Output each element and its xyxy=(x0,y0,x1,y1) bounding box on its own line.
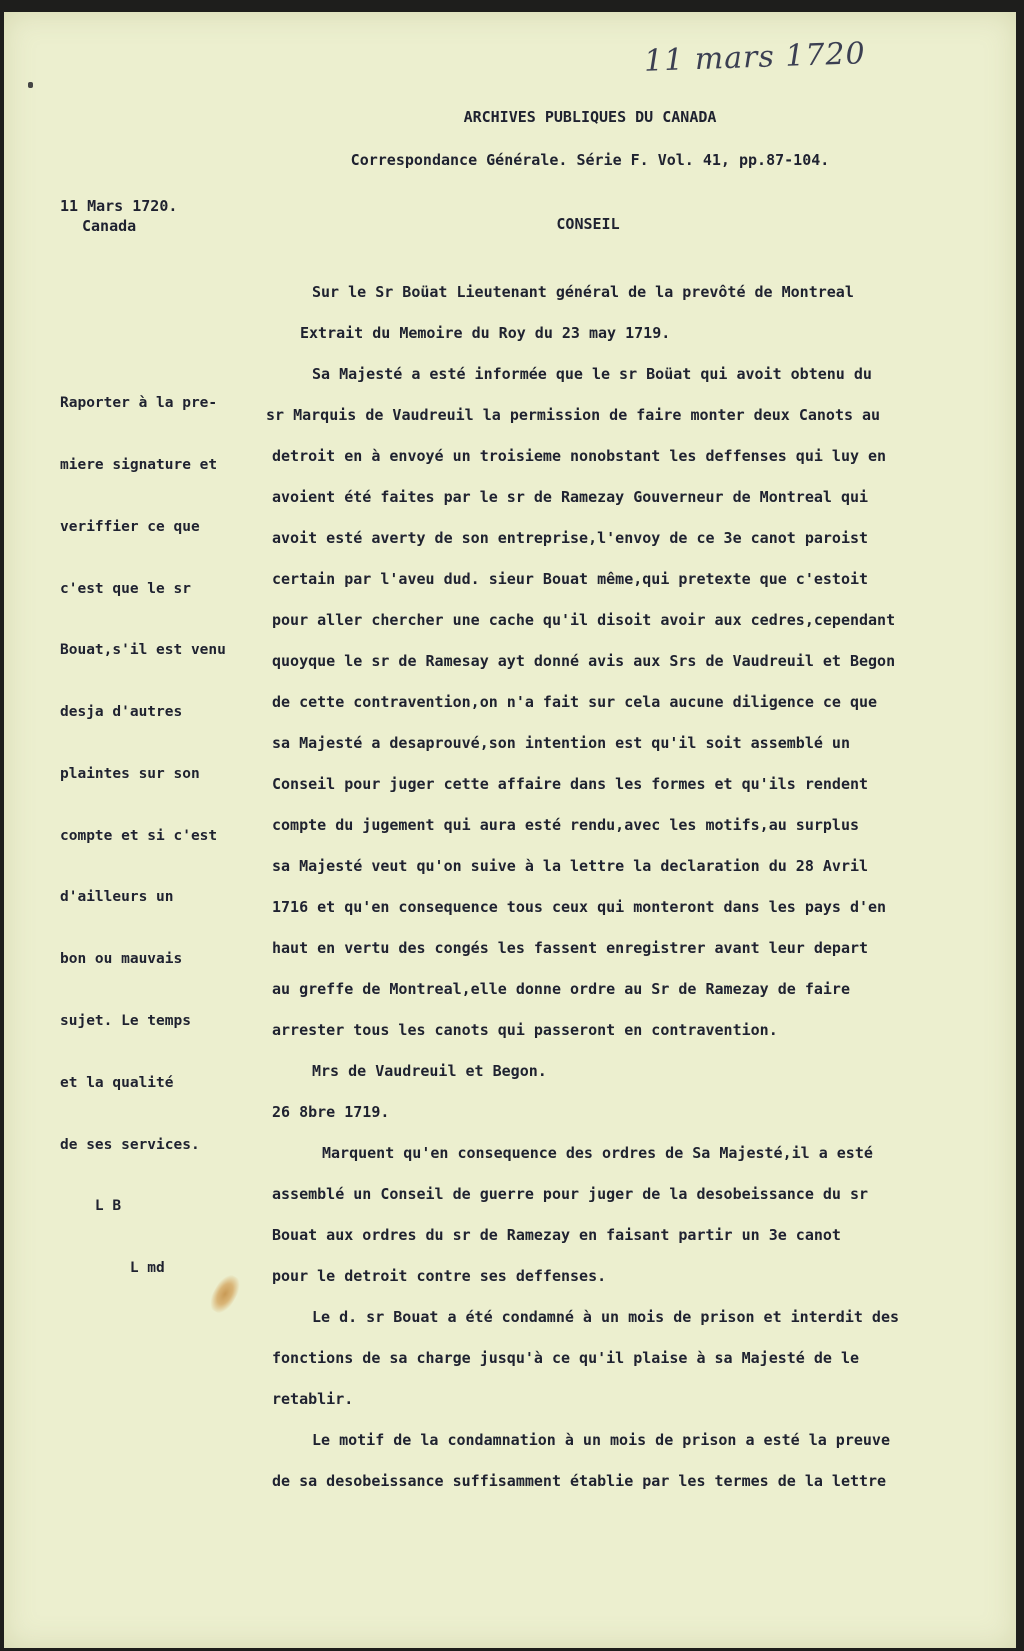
body-line: Marquent qu'en consequence des ordres de Sa Majesté,il a esté xyxy=(322,1144,873,1162)
margin-note-line: miere signature et xyxy=(60,456,218,473)
margin-note-line: bon ou mauvais xyxy=(60,951,183,968)
margin-note-initials: L md xyxy=(60,1260,165,1277)
margin-note-line: compte et si c'est xyxy=(60,827,218,844)
body-line: Mrs de Vaudreuil et Begon. xyxy=(312,1062,547,1080)
body-line: sr Marquis de Vaudreuil la permission de faire monter deux Canots au xyxy=(266,406,881,424)
body-line: Extrait du Memoire du Roy du 23 may 1719. xyxy=(300,324,671,342)
body-line: certain par l'aveu dud. sieur Bouat même,qui pretexte que c'estoit xyxy=(272,570,869,588)
left-date: 11 Mars 1720. xyxy=(60,197,178,215)
body-line: pour le detroit contre ses deffenses. xyxy=(272,1267,607,1285)
body-line: sa Majesté a desaprouvé,son intention est qu'il soit assemblé un xyxy=(272,734,850,752)
body-line: assemblé un Conseil de guerre pour juger de la desobeissance du sr xyxy=(272,1185,869,1203)
margin-note-line: Bouat,s'il est venu xyxy=(60,642,226,659)
letter-body xyxy=(266,272,1007,1502)
body-line: de cette contravention,on n'a fait sur cela aucune diligence ce que xyxy=(272,693,878,711)
handwritten-date: 11 mars 1720 xyxy=(643,36,867,79)
body-line: avoient été faites par le sr de Ramezay Gouverneur de Montreal qui xyxy=(272,488,869,506)
body-line: Bouat aux ordres du sr de Ramezay en faisant partir un 3e canot xyxy=(272,1226,841,1244)
margin-note-initials: L B xyxy=(60,1198,122,1215)
margin-note-line: veriffier ce que xyxy=(60,518,200,535)
body-line: retablir. xyxy=(272,1390,354,1408)
body-line: Le d. sr Bouat a été condamné à un mois de prison et interdit des xyxy=(312,1308,899,1326)
archive-title: ARCHIVES PUBLIQUES DU CANADA xyxy=(463,108,717,126)
body-line: sa Majesté veut qu'on suive à la lettre la declaration du 28 Avril xyxy=(272,857,869,875)
body-line: avoit esté averty de son entreprise,l'envoy de ce 3e canot paroist xyxy=(272,529,869,547)
left-date-block xyxy=(60,196,177,236)
ink-dot xyxy=(28,82,33,88)
margin-note-line: plaintes sur son xyxy=(60,765,200,782)
body-line: pour aller chercher une cache qu'il disoit avoir aux cedres,cependant xyxy=(272,611,896,629)
body-line: haut en vertu des congés les fassent enregistrer avant leur depart xyxy=(272,939,869,957)
section-title: CONSEIL xyxy=(556,215,620,233)
margin-note-line: c'est que le sr xyxy=(60,580,191,597)
body-line: compte du jugement qui aura esté rendu,avec les motifs,au surplus xyxy=(272,816,859,834)
document-page xyxy=(4,12,1016,1648)
margin-note-line: sujet. Le temps xyxy=(60,1013,191,1029)
body-line: de sa desobeissance suffisamment établie par les termes de la lettre xyxy=(272,1472,887,1490)
body-line: Sa Majesté a esté informée que le sr Boüat qui avoit obtenu du xyxy=(312,365,872,383)
body-line: Sur le Sr Boüat Lieutenant général de la prevôté de Montreal xyxy=(312,283,854,301)
margin-note-line: de ses services. xyxy=(60,1136,200,1153)
body-line: fonctions de sa charge jusqu'à ce qu'il plaise à sa Majesté de le xyxy=(272,1349,859,1367)
archive-reference: Correspondance Générale. Série F. Vol. 41, pp.87-104. xyxy=(350,151,830,169)
margin-note-line: Raporter à la pre- xyxy=(60,395,218,412)
body-line: 26 8bre 1719. xyxy=(272,1103,390,1121)
body-line: Le motif de la condamnation à un mois de prison a esté la preuve xyxy=(312,1431,890,1449)
body-line: detroit en à envoyé un troisieme nonobstant les deffenses qui luy en xyxy=(272,447,887,465)
left-place: Canada xyxy=(82,217,137,235)
body-line: arrester tous les canots qui passeront en contravention. xyxy=(272,1021,778,1039)
margin-note xyxy=(60,352,226,1320)
margin-note-line: d'ailleurs un xyxy=(60,889,174,906)
body-line: au greffe de Montreal,elle donne ordre au Sr de Ramezay de faire xyxy=(272,980,850,998)
body-line: quoyque le sr de Ramesay ayt donné avis aux Srs de Vaudreuil et Begon xyxy=(272,652,896,670)
body-line: 1716 et qu'en consequence tous ceux qui monteront dans les pays d'en xyxy=(272,898,887,916)
margin-note-line: desja d'autres xyxy=(60,704,183,721)
body-line: Conseil pour juger cette affaire dans les formes et qu'ils rendent xyxy=(272,775,869,793)
margin-note-line: et la qualité xyxy=(60,1074,174,1091)
